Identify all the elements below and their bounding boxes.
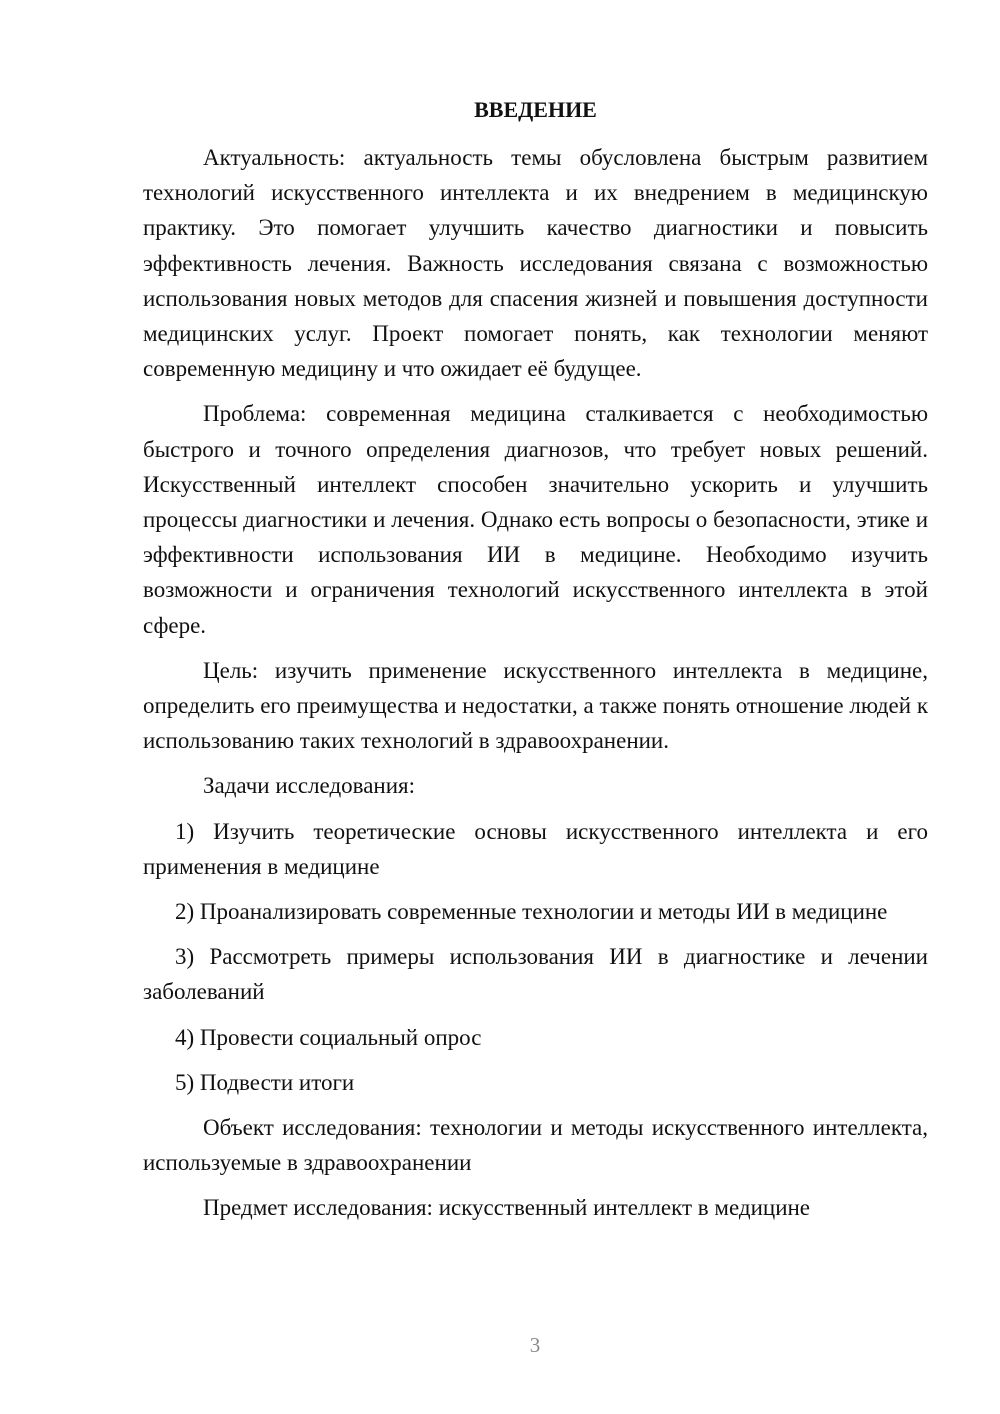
section-title: ВВЕДЕНИЕ [474,97,597,122]
tasks-heading: Задачи исследования: [203,773,416,799]
page-content [143,92,928,1236]
task-item: 4) Провести социальный опрос [175,1024,482,1050]
problem-paragraph: Проблема: современная медицина сталкивается с необходимостью быстрого и точного определения диагнозов, что требует новых решений. Искусственный интеллект способен значительно ускорить и улучшить процессы диагностики и лечения. Однако есть вопросы о безопасности, этике и эффективности использования ИИ в медицине. Необходимо изучить возможности и ограничения технологий искусственного интеллекта в этой сфере. [143,401,928,638]
object-paragraph: Объект исследования: технологии и методы искусственного интеллекта, используемые в здравоохранении [143,1115,928,1176]
goal-paragraph: Цель: изучить применение искусственного интеллекта в медицине, определить его преимущества и недостатки, а также понять отношение людей к использованию таких технологий в здравоохранении. [143,657,928,754]
subject-paragraph: Предмет исследования: искусственный интеллект в медицине [203,1195,811,1221]
task-item: 1) Изучить теоретические основы искусственного интеллекта и его применения в медицине [143,818,928,879]
page-number: 3 [529,1333,541,1357]
task-item: 5) Подвести итоги [175,1069,355,1095]
relevance-paragraph: Актуальность: актуальность темы обусловлена быстрым развитием технологий искусственного интеллекта и их внедрением в медицинскую практику. Это помогает улучшить качество диагностики и повысить эффективность лечения. Важность исследования связана с возможностью использования новых методов для спасения жизней и повышения доступности медицинских услуг. Проект помогает понять, как технологии меняют современную медицину и что ожидает её будущее. [143,145,928,382]
task-item: 2) Проанализировать современные технологии и методы ИИ в медицине [175,899,888,925]
task-item: 3) Рассмотреть примеры использования ИИ в диагностике и лечении заболеваний [143,944,928,1005]
